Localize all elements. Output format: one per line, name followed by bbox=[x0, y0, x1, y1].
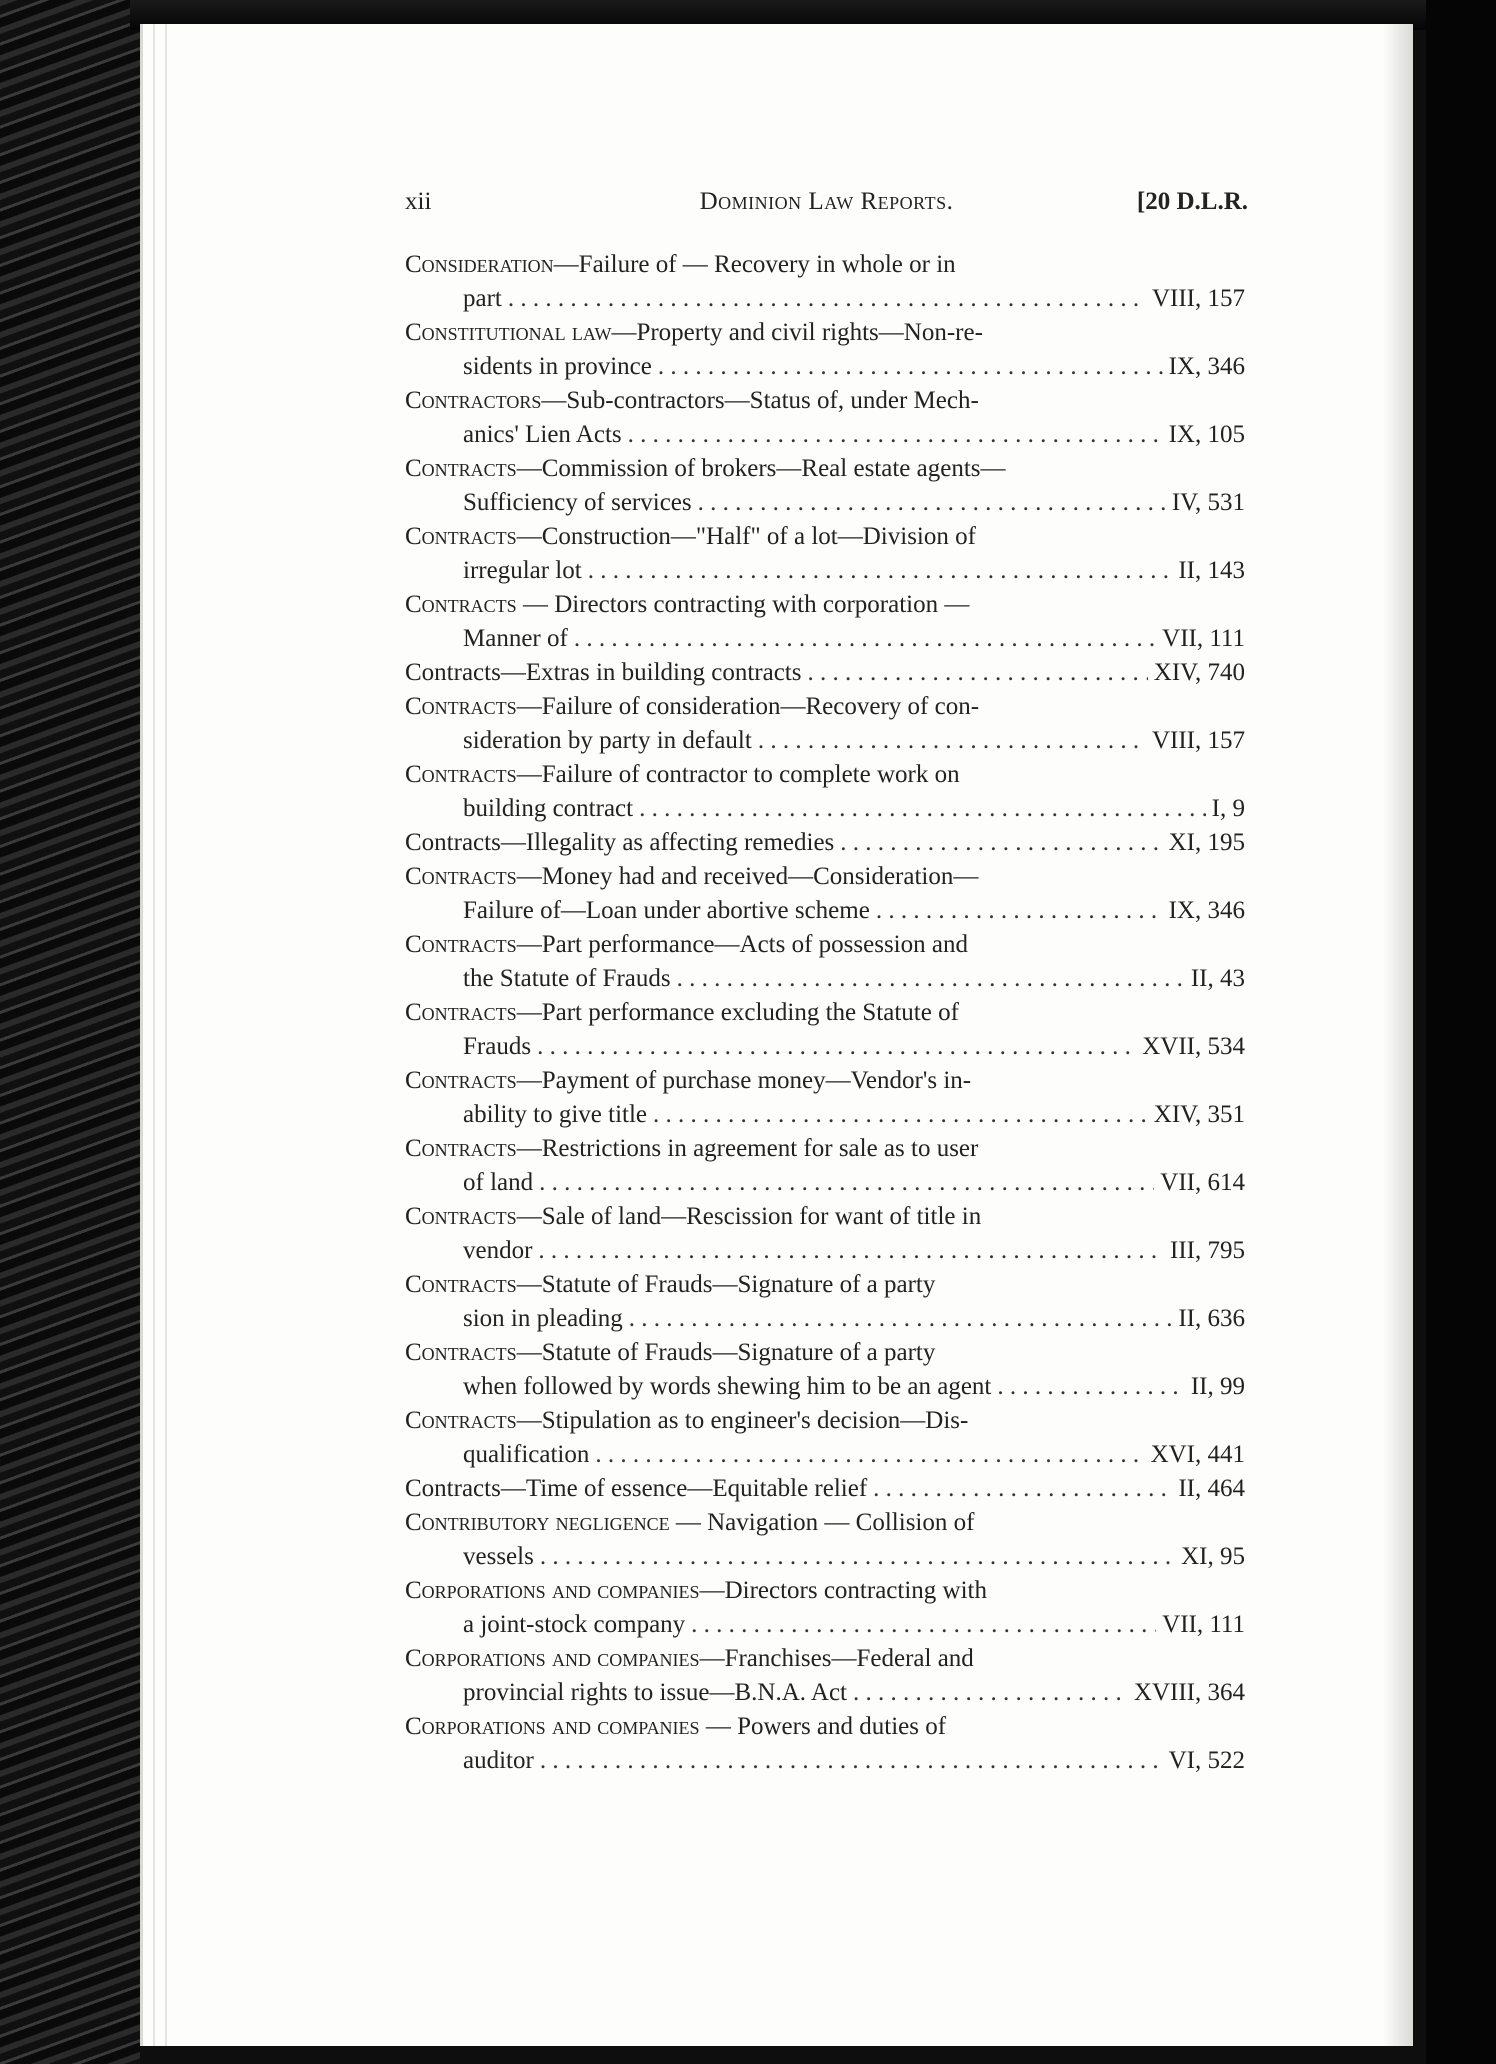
entry-text: of land bbox=[463, 1169, 534, 1196]
entry-reference: VIII, 157 bbox=[1151, 727, 1245, 754]
entry-line bbox=[405, 1064, 1245, 1098]
entry-text: vessels bbox=[463, 1543, 534, 1570]
entry-heading: Contracts bbox=[405, 761, 517, 788]
index-entry bbox=[405, 1642, 1245, 1710]
entry-subject: —Commission of brokers—Real estate agents— bbox=[516, 455, 1006, 482]
page-number: xii bbox=[405, 188, 432, 215]
entry-heading: Contributory negligence bbox=[405, 1509, 670, 1536]
entry-continuation bbox=[405, 1744, 1245, 1778]
entry-line bbox=[405, 1574, 1245, 1608]
entry-text: building contract bbox=[463, 795, 634, 822]
entry-reference: XVIII, 364 bbox=[1133, 1679, 1245, 1706]
entry-heading: Contracts bbox=[405, 1067, 517, 1094]
index-entry bbox=[405, 656, 1245, 690]
entry-reference: VI, 522 bbox=[1168, 1747, 1245, 1774]
entry-heading: Contracts bbox=[405, 999, 517, 1026]
entry-subject: —Restrictions in agreement for sale as to user bbox=[516, 1135, 979, 1162]
entry-subject: —Directors contracting with bbox=[699, 1577, 987, 1604]
entry-reference: IX, 346 bbox=[1168, 353, 1245, 380]
entry-heading: Corporations and companies bbox=[405, 1577, 700, 1604]
entry-subject: — Directors contracting with corporation — bbox=[516, 591, 970, 618]
entry-reference: II, 636 bbox=[1178, 1305, 1245, 1332]
entry-text: Failure of—Loan under abortive scheme bbox=[463, 897, 870, 924]
dot-leader bbox=[840, 826, 1162, 860]
entry-heading: Contracts bbox=[405, 1203, 517, 1230]
entry-reference: VII, 111 bbox=[1162, 625, 1245, 652]
entry-text bbox=[405, 656, 801, 690]
entry-continuation bbox=[405, 350, 1245, 384]
entry-line bbox=[405, 928, 1245, 962]
entry-subject: — Powers and duties of bbox=[699, 1713, 947, 1740]
entry-reference: VII, 614 bbox=[1160, 1169, 1245, 1196]
index-entry bbox=[405, 1268, 1245, 1336]
entry-line bbox=[405, 690, 1245, 724]
entry-reference: VIII, 157 bbox=[1151, 285, 1245, 312]
entry-subject: —Money had and received—Consideration— bbox=[516, 863, 979, 890]
running-header bbox=[405, 188, 1248, 228]
entry-reference: XIV, 740 bbox=[1153, 659, 1245, 686]
marbled-endpaper bbox=[0, 0, 140, 2064]
entry-continuation bbox=[405, 1438, 1245, 1472]
entry-continuation bbox=[405, 1234, 1245, 1268]
entry-line bbox=[405, 316, 1245, 350]
index-entry bbox=[405, 520, 1245, 588]
entry-reference: XVII, 534 bbox=[1142, 1033, 1245, 1060]
entry-heading: Contractors bbox=[405, 387, 542, 414]
entry-heading: Contracts bbox=[405, 1135, 517, 1162]
entry-continuation bbox=[405, 1098, 1245, 1132]
entry-text: the Statute of Frauds bbox=[463, 965, 671, 992]
index-entry bbox=[405, 1506, 1245, 1574]
entry-subject: —Statute of Frauds—Signature of a party bbox=[516, 1339, 936, 1366]
dot-leader bbox=[691, 1608, 1156, 1642]
dot-leader bbox=[873, 1472, 1172, 1506]
dot-leader bbox=[595, 1438, 1144, 1472]
index-entry bbox=[405, 1132, 1245, 1200]
entry-text: part bbox=[463, 285, 502, 312]
entry-continuation bbox=[405, 792, 1245, 826]
entry-subject: —Part performance—Acts of possession and bbox=[516, 931, 968, 958]
entry-heading: Contracts bbox=[405, 659, 501, 686]
entry-text: qualification bbox=[463, 1441, 590, 1468]
entry-text: sion in pleading bbox=[463, 1305, 623, 1332]
dot-leader bbox=[997, 1370, 1184, 1404]
dot-leader bbox=[540, 1540, 1175, 1574]
entry-continuation bbox=[405, 282, 1245, 316]
entry-heading: Contracts bbox=[405, 1475, 501, 1502]
entry-heading: Corporations and companies bbox=[405, 1713, 700, 1740]
entry-text: ability to give title bbox=[463, 1101, 647, 1128]
entry-continuation bbox=[405, 554, 1245, 588]
entry-subject: —Payment of purchase money—Vendor's in- bbox=[516, 1067, 972, 1094]
entry-subject: —Failure of consideration—Recovery of con- bbox=[516, 693, 980, 720]
dot-leader bbox=[574, 622, 1156, 656]
entry-subject: —Franchises—Federal and bbox=[699, 1645, 974, 1672]
index-entry bbox=[405, 1404, 1245, 1472]
entry-line bbox=[405, 1336, 1245, 1370]
entry-line bbox=[405, 1404, 1245, 1438]
page-edge-shadow bbox=[1383, 24, 1413, 2046]
entry-text: Frauds bbox=[463, 1033, 532, 1060]
dot-leader bbox=[876, 894, 1163, 928]
index-entry bbox=[405, 758, 1245, 826]
gutter-line bbox=[165, 24, 167, 2046]
entry-subject: —Statute of Frauds—Signature of a party bbox=[516, 1271, 936, 1298]
dot-leader bbox=[658, 350, 1163, 384]
dot-leader bbox=[538, 1234, 1164, 1268]
entry-continuation bbox=[405, 1608, 1245, 1642]
running-title: Dominion Law Reports. bbox=[699, 188, 954, 215]
entry-subject: —Time of essence—Equitable relief bbox=[500, 1475, 868, 1502]
entry-heading: Contracts bbox=[405, 931, 517, 958]
entry-line bbox=[405, 826, 1245, 860]
entry-reference: VII, 111 bbox=[1162, 1611, 1245, 1638]
index-entry bbox=[405, 1064, 1245, 1132]
entry-continuation bbox=[405, 418, 1245, 452]
entry-continuation bbox=[405, 724, 1245, 758]
entry-text bbox=[405, 826, 834, 860]
index-entry bbox=[405, 1710, 1245, 1778]
entry-heading: Contracts bbox=[405, 455, 517, 482]
index-entry bbox=[405, 928, 1245, 996]
entry-text: anics' Lien Acts bbox=[463, 421, 622, 448]
entry-text: irregular lot bbox=[463, 557, 582, 584]
index-entry bbox=[405, 690, 1245, 758]
entry-subject: — Navigation — Collision of bbox=[669, 1509, 975, 1536]
entry-subject: —Part performance excluding the Statute of bbox=[516, 999, 959, 1026]
entry-reference: III, 795 bbox=[1170, 1237, 1245, 1264]
index-entry bbox=[405, 860, 1245, 928]
entry-heading: Contracts bbox=[405, 693, 517, 720]
entry-line bbox=[405, 588, 1245, 622]
index-entry bbox=[405, 996, 1245, 1064]
entry-heading: Contracts bbox=[405, 591, 517, 618]
dot-leader bbox=[508, 282, 1146, 316]
index-entry bbox=[405, 1574, 1245, 1642]
index-entry bbox=[405, 826, 1245, 860]
index-entry bbox=[405, 452, 1245, 520]
entry-heading: Contracts bbox=[405, 1339, 517, 1366]
entry-continuation bbox=[405, 962, 1245, 996]
dot-leader bbox=[677, 962, 1185, 996]
entry-line bbox=[405, 1268, 1245, 1302]
entry-subject: —Construction—"Half" of a lot—Division of bbox=[516, 523, 976, 550]
dot-leader bbox=[629, 1302, 1173, 1336]
entry-subject: —Extras in building contracts bbox=[500, 659, 802, 686]
entry-text: provincial rights to issue—B.N.A. Act bbox=[463, 1679, 847, 1706]
entry-text: a joint-stock company bbox=[463, 1611, 686, 1638]
entry-heading: Contracts bbox=[405, 1407, 517, 1434]
entry-continuation bbox=[405, 1166, 1245, 1200]
entry-line bbox=[405, 452, 1245, 486]
dot-leader bbox=[639, 792, 1206, 826]
entry-continuation bbox=[405, 894, 1245, 928]
dot-leader bbox=[853, 1676, 1128, 1710]
entry-continuation bbox=[405, 1676, 1245, 1710]
dot-leader bbox=[540, 1744, 1163, 1778]
volume-reference: [20 D.L.R. bbox=[1136, 188, 1248, 215]
entry-line bbox=[405, 860, 1245, 894]
dot-leader bbox=[698, 486, 1166, 520]
entry-text: when followed by words shewing him to be an agent bbox=[463, 1373, 992, 1400]
entry-line bbox=[405, 1642, 1245, 1676]
entry-subject: —Stipulation as to engineer's decision—Dis- bbox=[516, 1407, 969, 1434]
dot-leader bbox=[628, 418, 1163, 452]
entry-reference: II, 43 bbox=[1190, 965, 1245, 992]
entry-text: vendor bbox=[463, 1237, 533, 1264]
entry-heading: Constitutional law bbox=[405, 319, 612, 346]
entry-reference: II, 143 bbox=[1178, 557, 1245, 584]
entry-line bbox=[405, 520, 1245, 554]
gutter-line bbox=[153, 24, 155, 2046]
entry-reference: IX, 346 bbox=[1168, 897, 1245, 924]
entry-line bbox=[405, 384, 1245, 418]
entry-subject: —Failure of — Recovery in whole or in bbox=[553, 251, 956, 278]
entry-continuation bbox=[405, 622, 1245, 656]
entry-reference: XIV, 351 bbox=[1153, 1101, 1245, 1128]
index-entry bbox=[405, 316, 1245, 384]
entry-line bbox=[405, 996, 1245, 1030]
index-entry bbox=[405, 1200, 1245, 1268]
dot-leader bbox=[653, 1098, 1148, 1132]
index-entries bbox=[405, 248, 1245, 1778]
entry-reference: IX, 105 bbox=[1168, 421, 1245, 448]
entry-continuation bbox=[405, 1370, 1245, 1404]
entry-reference: II, 99 bbox=[1190, 1373, 1245, 1400]
entry-line bbox=[405, 1472, 1245, 1506]
entry-subject: —Illegality as affecting remedies bbox=[500, 829, 835, 856]
entry-continuation bbox=[405, 1302, 1245, 1336]
entry-text: auditor bbox=[463, 1747, 534, 1774]
entry-reference: IV, 531 bbox=[1171, 489, 1245, 516]
entry-text: Manner of bbox=[463, 625, 568, 652]
entry-continuation bbox=[405, 486, 1245, 520]
dot-leader bbox=[537, 1030, 1136, 1064]
index-entry bbox=[405, 248, 1245, 316]
entry-heading: Contracts bbox=[405, 1271, 517, 1298]
index-entry bbox=[405, 1472, 1245, 1506]
entry-text: Sufficiency of services bbox=[463, 489, 692, 516]
entry-line bbox=[405, 1506, 1245, 1540]
entry-text: sideration by party in default bbox=[463, 727, 752, 754]
entry-line bbox=[405, 656, 1245, 690]
entry-reference: II, 464 bbox=[1178, 1475, 1245, 1502]
dot-leader bbox=[758, 724, 1146, 758]
entry-line bbox=[405, 758, 1245, 792]
entry-heading: Contracts bbox=[405, 829, 501, 856]
entry-line bbox=[405, 1132, 1245, 1166]
index-entry bbox=[405, 1336, 1245, 1404]
dot-leader bbox=[807, 656, 1147, 690]
entry-continuation bbox=[405, 1540, 1245, 1574]
entry-line bbox=[405, 248, 1245, 282]
index-entry bbox=[405, 588, 1245, 656]
entry-heading: Contracts bbox=[405, 863, 517, 890]
entry-subject: —Property and civil rights—Non-re- bbox=[611, 319, 983, 346]
entry-reference: XI, 95 bbox=[1181, 1543, 1245, 1570]
scan-border-right bbox=[1426, 0, 1496, 2064]
entry-reference: XVI, 441 bbox=[1150, 1441, 1245, 1468]
entry-line bbox=[405, 1200, 1245, 1234]
entry-subject: —Sub-contractors—Status of, under Mech- bbox=[541, 387, 979, 414]
entry-subject: —Sale of land—Rescission for want of title in bbox=[516, 1203, 982, 1230]
dot-leader bbox=[539, 1166, 1154, 1200]
entry-heading: Contracts bbox=[405, 523, 517, 550]
entry-continuation bbox=[405, 1030, 1245, 1064]
entry-heading: Consideration bbox=[405, 251, 554, 278]
entry-reference: I, 9 bbox=[1211, 795, 1245, 822]
index-entry bbox=[405, 384, 1245, 452]
entry-subject: —Failure of contractor to complete work on bbox=[516, 761, 960, 788]
entry-heading: Corporations and companies bbox=[405, 1645, 700, 1672]
entry-text: sidents in province bbox=[463, 353, 652, 380]
entry-reference: XI, 195 bbox=[1168, 829, 1245, 856]
entry-text bbox=[405, 1472, 867, 1506]
entry-line bbox=[405, 1710, 1245, 1744]
dot-leader bbox=[588, 554, 1173, 588]
